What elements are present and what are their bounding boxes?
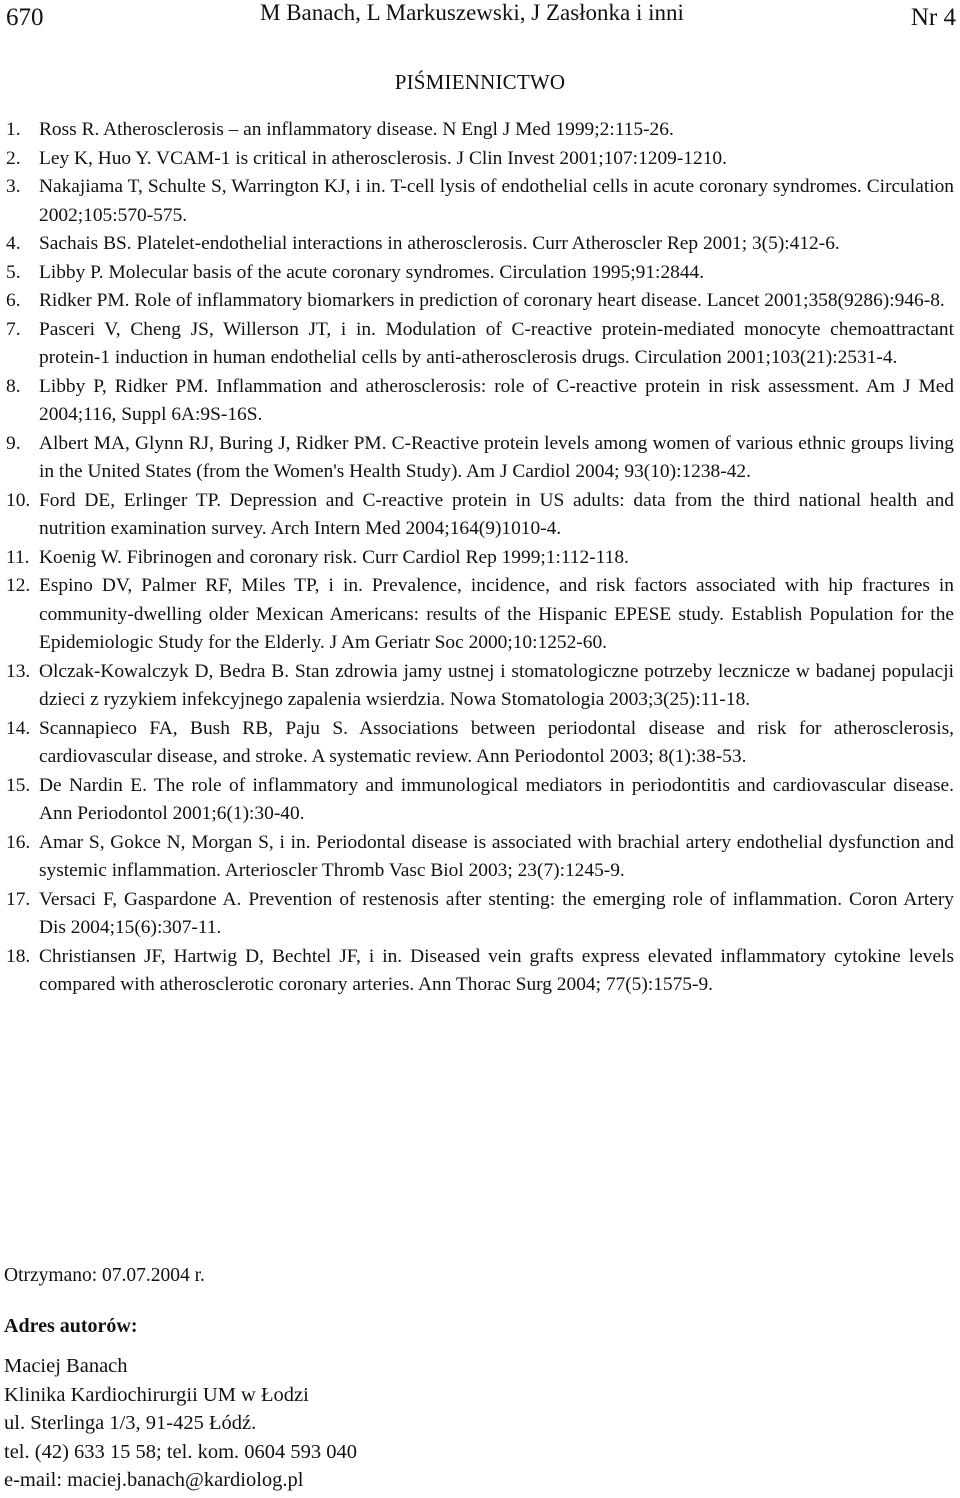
reference-number: 4.: [6, 233, 21, 254]
reference-text: Libby P. Molecular basis of the acute coronary syndromes. Circulation 1995;91:2844.: [39, 261, 705, 283]
reference-item: [6, 886, 954, 943]
reference-number: 3.: [6, 176, 21, 197]
reference-number: 1.: [6, 119, 21, 140]
address-name: Maciej Banach: [4, 1355, 128, 1377]
reference-number: 6.: [6, 290, 21, 311]
reference-item: [6, 572, 954, 658]
address-institution: Klinika Kardiochirurgii UM w Łodzi: [4, 1383, 309, 1406]
reference-number: 15.: [6, 774, 31, 796]
reference-text: Pasceri V, Cheng JS, Willerson JT, i in. Modulation of C-reactive protein-mediated monocyte chemoattractant protein-1 induction in human endothelial cells by anti-atherosclerosis drugs. Circulation 2001;103(21):2531-4.: [39, 318, 954, 368]
reference-item: [6, 943, 954, 1000]
page-number: 670: [6, 4, 44, 31]
reference-text: Koenig W. Fibrinogen and coronary risk. Curr Cardiol Rep 1999;1:112-118.: [39, 546, 629, 568]
reference-number: 2.: [6, 147, 21, 169]
running-head-authors: M Banach, L Markuszewski, J Zasłonka i inni: [260, 0, 684, 25]
reference-text: Olczak-Kowalczyk D, Bedra B. Stan zdrowia jamy ustnej i stomatologiczne potrzeby lecznicze w badanej populacji dzieci z ryzykiem infekcyjnego zapalenia wsierdzia. Nowa Stomatologia 2003;3(25):11-18.: [39, 660, 954, 710]
reference-item: [6, 373, 954, 430]
reference-text: Albert MA, Glynn RJ, Buring J, Ridker PM. C-Reactive protein levels among women of various ethnic groups living in the United States (from the Women's Health Study). Am J Cardiol 2004; 93(10):1238-42.: [39, 432, 954, 482]
reference-item: [6, 173, 954, 230]
reference-text: Ford DE, Erlinger TP. Depression and C-reactive protein in US adults: data from the third national health and nutrition examination survey. Arch Intern Med 2004;164(9)1010-4.: [39, 489, 954, 539]
reference-text: Versaci F, Gaspardone A. Prevention of restenosis after stenting: the emerging role of inflammation. Coron Artery Dis 2004;15(6):307-11.: [39, 888, 954, 938]
reference-item: [6, 430, 954, 487]
reference-number: 13.: [6, 660, 31, 682]
address-phone: tel. (42) 633 15 58; tel. kom. 0604 593 040: [4, 1440, 358, 1463]
author-address: [4, 1352, 357, 1495]
reference-number: 8.: [6, 375, 21, 397]
reference-text: Nakajiama T, Schulte S, Warrington KJ, i in. T-cell lysis of endothelial cells in acute coronary syndromes. Circulation 2002;105:570-575.: [39, 176, 954, 226]
address-heading: Adres autorów:: [4, 1315, 138, 1337]
reference-number: 16.: [6, 831, 31, 853]
reference-text: Ley K, Huo Y. VCAM-1 is critical in atherosclerosis. J Clin Invest 2001;107:1209-1210.: [39, 147, 727, 169]
reference-number: 10.: [6, 489, 31, 511]
address-email: e-mail: maciej.banach@kardiolog.pl: [4, 1469, 304, 1491]
section-title-text: PIŚMIENNICTWO: [394, 70, 566, 94]
reference-text: Christiansen JF, Hartwig D, Bechtel JF, i in. Diseased vein grafts express elevated inflammatory cytokine levels compared with atherosclerotic coronary arteries. Ann Thorac Surg 2004; 77(5):1575-9.: [39, 945, 954, 995]
reference-number: 17.: [6, 888, 31, 910]
reference-text: Sachais BS. Platelet-endothelial interactions in atherosclerosis. Curr Atheroscler Rep 2001; 3(5):412-6.: [39, 233, 840, 254]
reference-item: [6, 287, 954, 316]
reference-item: [6, 116, 954, 145]
reference-item: [6, 658, 954, 715]
reference-number: 9.: [6, 432, 21, 454]
reference-number: 14.: [6, 717, 31, 739]
reference-item: [6, 772, 954, 829]
reference-text: Libby P, Ridker PM. Inflammation and atherosclerosis: role of C-reactive protein in risk assessment. Am J Med 2004;116, Suppl 6A:9S-16S.: [39, 375, 954, 425]
reference-item: [6, 487, 954, 544]
reference-item: [6, 316, 954, 373]
reference-item: [6, 230, 954, 259]
reference-text: Amar S, Gokce N, Morgan S, i in. Periodontal disease is associated with brachial artery endothelial dysfunction and systemic inflammation. Arterioscler Thromb Vasc Biol 2003; 23(7):1245-9.: [39, 831, 954, 881]
reference-number: 7.: [6, 318, 21, 340]
reference-text: Scannapieco FA, Bush RB, Paju S. Associations between periodontal disease and risk for atherosclerosis, cardiovascular disease, and stroke. A systematic review. Ann Periodontol 2003; 8(1):38-53.: [39, 717, 954, 767]
reference-number: 12.: [6, 575, 31, 596]
reference-item: [6, 715, 954, 772]
issue-number: Nr 4: [910, 4, 956, 31]
received-date: Otrzymano: 07.07.2004 r.: [4, 1265, 205, 1286]
running-header: [0, 0, 960, 44]
address-street: ul. Sterlinga 1/3, 91-425 Łódź.: [4, 1412, 257, 1434]
reference-item: [6, 145, 954, 174]
reference-item: [6, 829, 954, 886]
reference-text: De Nardin E. The role of inflammatory and immunological mediators in periodontitis and cardiovascular disease. Ann Periodontol 2001;6(1):30-40.: [39, 774, 954, 824]
reference-list: [6, 116, 954, 1000]
reference-text: Espino DV, Palmer RF, Miles TP, i in. Prevalence, incidence, and risk factors associated with hip fractures in community-dwelling older Mexican Americans: results of the Hispanic EPESE study. Establish Population for the Epidemiologic Study for the Elderly. J Am Geriatr Soc 2000;10:1252-60.: [39, 575, 954, 653]
reference-item: [6, 544, 954, 573]
reference-number: 18.: [6, 945, 31, 967]
reference-number: 5.: [6, 261, 21, 283]
section-title: [0, 70, 960, 95]
reference-text: Ross R. Atherosclerosis – an inflammatory disease. N Engl J Med 1999;2:115-26.: [39, 119, 674, 140]
reference-item: [6, 259, 954, 288]
reference-number: 11.: [6, 546, 30, 568]
reference-text: Ridker PM. Role of inflammatory biomarkers in prediction of coronary heart disease. Lancet 2001;358(9286):946-8.: [39, 290, 945, 311]
